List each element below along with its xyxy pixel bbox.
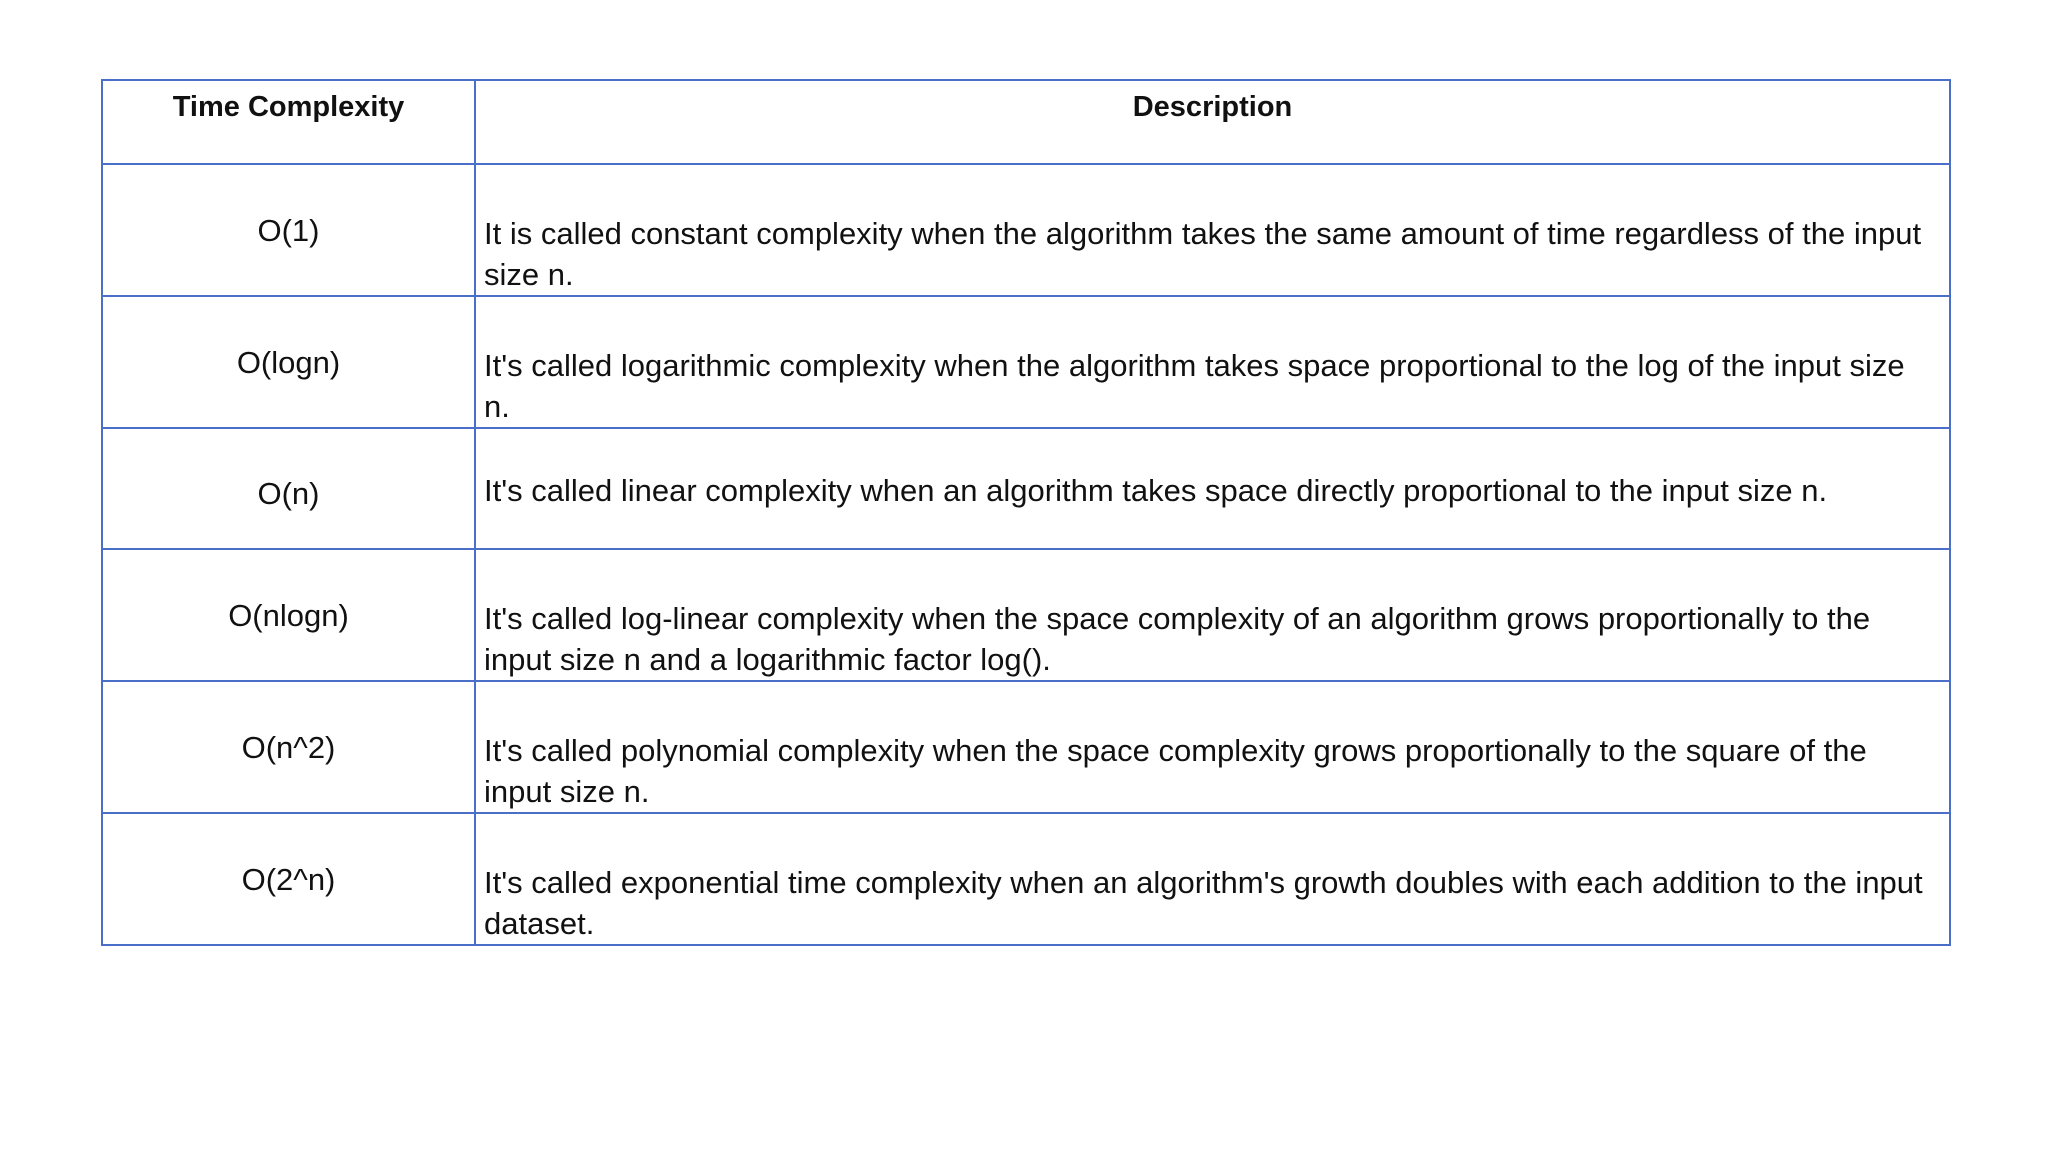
complexity-label: O(nlogn)	[228, 598, 349, 633]
header-time-complexity: Time Complexity	[102, 80, 475, 164]
complexity-cell	[102, 296, 475, 428]
description-cell: It is called constant complexity when the algorithm takes the same amount of time regardless of the input size n.	[475, 164, 1950, 296]
complexity-table-container	[101, 79, 1949, 946]
complexity-cell	[102, 428, 475, 549]
table-row	[102, 296, 1950, 428]
description-cell: It's called log-linear complexity when the space complexity of an algorithm grows proportionally to the input size n and a logarithmic factor log().	[475, 549, 1950, 681]
table-row	[102, 813, 1950, 945]
complexity-label: O(1)	[257, 213, 320, 248]
complexity-cell	[102, 813, 475, 945]
header-description: Description	[475, 80, 1950, 164]
table-row	[102, 164, 1950, 296]
table-row	[102, 681, 1950, 813]
table-row	[102, 428, 1950, 549]
header-row	[102, 80, 1950, 164]
complexity-label: O(n)	[257, 476, 320, 511]
complexity-cell	[102, 164, 475, 296]
description-cell: It's called polynomial complexity when the space complexity grows proportionally to the square of the input size n.	[475, 681, 1950, 813]
complexity-cell	[102, 681, 475, 813]
description-cell: It's called exponential time complexity when an algorithm's growth doubles with each addition to the input dataset.	[475, 813, 1950, 945]
complexity-table	[101, 79, 1951, 946]
complexity-cell	[102, 549, 475, 681]
complexity-label: O(logn)	[236, 345, 341, 380]
complexity-label: O(n^2)	[241, 730, 336, 765]
description-cell: It's called linear complexity when an algorithm takes space directly proportional to the input size n.	[475, 428, 1950, 549]
complexity-label: O(2^n)	[241, 862, 336, 897]
table-row	[102, 549, 1950, 681]
description-cell: It's called logarithmic complexity when the algorithm takes space proportional to the log of the input size n.	[475, 296, 1950, 428]
